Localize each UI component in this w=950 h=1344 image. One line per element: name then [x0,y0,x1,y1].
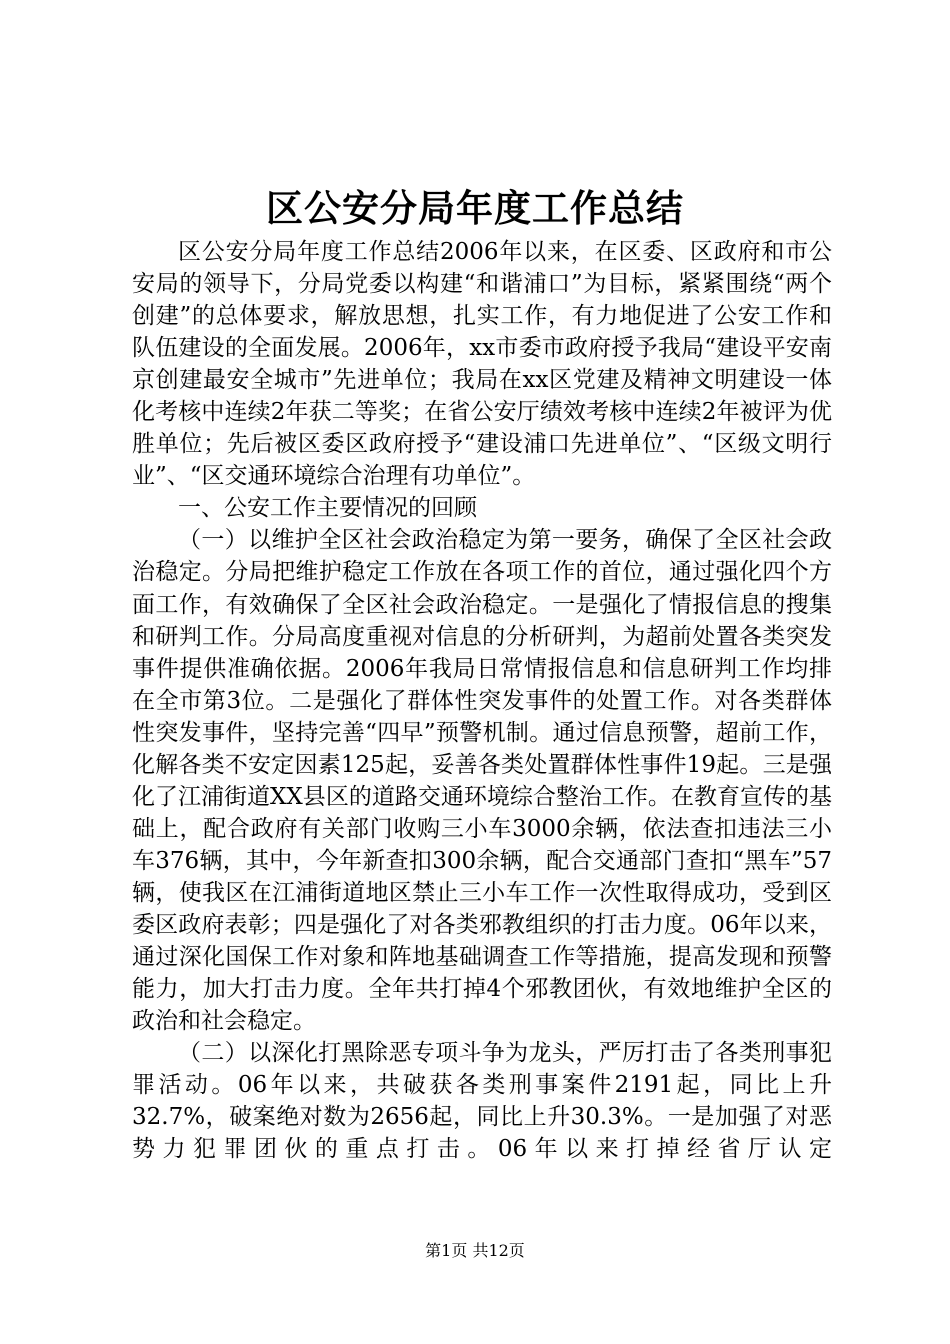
body-paragraph-stability: （一）以维护全区社会政治稳定为第一要务，确保了全区社会政治稳定。分局把维护稳定工作放在各项工作的首位，通过强化四个方面工作，有效确保了全区社会政治稳定。一是强化了情报信息的搜集和研判工作。分局高度重视对信息的分析研判，为超前处置各类突发事件提供准确依据。2006年我局日常情报信息和信息研判工作均排在全市第3位。二是强化了群体性突发事件的处置工作。对各类群体性突发事件，坚持完善“四早”预警机制。通过信息预警，超前工作，化解各类不安定因素125起，妥善各类处置群体性事件19起。三是强化了江浦街道XX县区的道路交通环境综合整治工作。在教育宣传的基础上，配合政府有关部门收购三小车3000余辆，依法查扣违法三小车376辆，其中，今年新查扣300余辆，配合交通部门查扣“黑车”57辆，使我区在江浦街道地区禁止三小车工作一次性取得成功，受到区委区政府表彰；四是强化了对各类邪教组织的打击力度。06年以来，通过深化国保工作对象和阵地基础调查工作等措施，提高发现和预警能力，加大打击力度。全年共打掉4个邪教团伙，有效地维护全区的政治和社会稳定。 [132,527,832,1035]
body-paragraph-crime: （二）以深化打黑除恶专项斗争为龙头，严厉打击了各类刑事犯罪活动。06年以来，共破获各类刑事案件2191起，同比上升32.7%，破案绝对数为2656起，同比上升30.3%。一是加强了对恶势力犯罪团伙的重点打击。06年以来打掉经省厅认定 [132,1040,832,1163]
intro-paragraph: 区公安分局年度工作总结2006年以来，在区委、区政府和市公安局的领导下，分局党委以构建“和谐浦口”为目标，紧紧围绕“两个创建”的总体要求，解放思想，扎实工作，有力地促进了公安工作和队伍建设的全面发展。2006年，xx市委市政府授予我局“建设平安南京创建最安全城市”先进单位；我局在xx区党建及精神文明建设一体化考核中连续2年获二等奖；在省公安厅绩效考核中连续2年被评为优胜单位；先后被区委区政府授予“建设浦口先进单位”、“区级文明行业”、“区交通环境综合治理有功单位”。 [132,239,832,490]
document-body [132,236,832,1165]
document-title: 区公安分局年度工作总结 [266,186,684,230]
section-heading: 一、公安工作主要情况的回顾 [178,495,477,522]
page-footer: 第1页 共12页 [425,1241,525,1260]
